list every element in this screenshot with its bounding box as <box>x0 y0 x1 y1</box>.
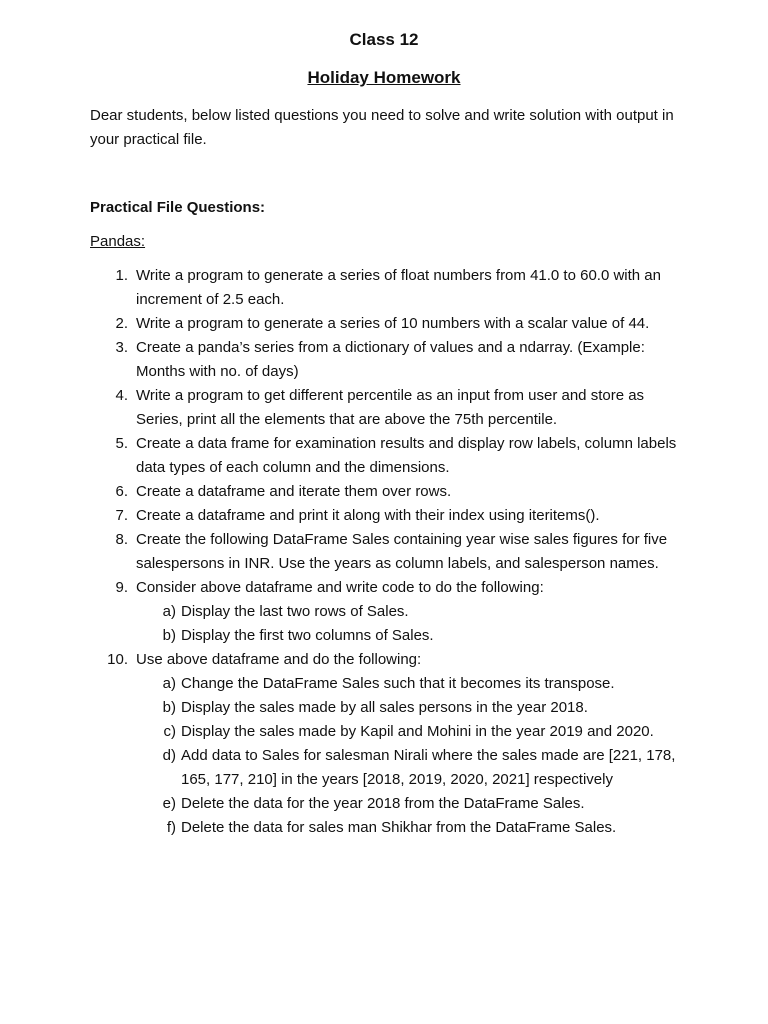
sub-question-item-number: c) <box>163 723 176 740</box>
question-item-number: 2. <box>115 315 128 332</box>
question-item-text: Create the following DataFrame Sales containing year wise sales figures for five salespersons in INR. Use the years as column labels, and salesperson names. <box>136 531 668 572</box>
question-item <box>0 384 768 432</box>
subtitle-text: Holiday Homework <box>307 68 461 87</box>
sub-question-item-text: Display the first two columns of Sales. <box>181 627 434 644</box>
question-item-number: 7. <box>115 507 128 524</box>
question-item-text: Create a dataframe and iterate them over rows. <box>136 483 452 500</box>
sub-question-item <box>0 696 768 720</box>
sub-question-item <box>0 720 768 744</box>
sub-question-item-number: e) <box>162 795 176 812</box>
sub-question-item-number: a) <box>162 675 176 692</box>
question-item-number: 1. <box>115 267 128 284</box>
question-item-number: 5. <box>115 435 128 452</box>
sub-question-item <box>0 744 768 792</box>
question-item-number: 8. <box>115 531 128 548</box>
question-item <box>0 480 768 504</box>
sub-question-item-text: Display the sales made by all sales persons in the year 2018. <box>181 699 588 716</box>
question-item <box>0 528 768 576</box>
intro-paragraph: Dear students, below listed questions you need to solve and write solution with output in your practical file. <box>90 107 674 148</box>
question-item-text: Create a panda’s series from a dictionary of values and a ndarray. (Example: Months with no. of days) <box>136 339 645 380</box>
sub-question-item-text: Add data to Sales for salesman Nirali where the sales made are [221, 178, 165, 177, 210] in the years [2018, 2019, 2020, 2021] respectively <box>181 747 676 788</box>
section-heading: Practical File Questions: <box>90 199 266 216</box>
sub-question-item-text: Delete the data for sales man Shikhar from the DataFrame Sales. <box>181 819 617 836</box>
sub-question-item <box>0 816 768 840</box>
question-item-text: Create a dataframe and print it along with their index using iteritems(). <box>136 507 600 524</box>
question-item-number: 3. <box>115 339 128 356</box>
sub-question-item-number: f) <box>166 819 176 836</box>
question-item <box>0 504 768 528</box>
question-item <box>0 336 768 384</box>
question-item-text: Create a data frame for examination results and display row labels, column labels data types of each column and the dimensions. <box>136 435 677 476</box>
sub-question-item-text: Display the last two rows of Sales. <box>181 603 409 620</box>
sub-question-item <box>0 600 768 624</box>
question-item-text: Write a program to get different percentile as an input from user and store as Series, print all the elements that are above the 75th percentile. <box>136 387 645 428</box>
question-item <box>0 312 768 336</box>
question-item <box>0 432 768 480</box>
sub-question-item-number: d) <box>162 747 176 764</box>
sub-question-item <box>0 792 768 816</box>
question-item-text: Use above dataframe and do the following: <box>136 651 422 668</box>
question-item-text: Write a program to generate a series of 10 numbers with a scalar value of 44. <box>136 315 650 332</box>
question-item <box>0 576 768 600</box>
question-item <box>0 648 768 672</box>
question-item-number: 9. <box>115 579 128 596</box>
subsection-heading: Pandas: <box>90 233 146 250</box>
page-subtitle <box>0 68 768 88</box>
sub-question-item-number: b) <box>162 627 176 644</box>
question-item-text: Write a program to generate a series of float numbers from 41.0 to 60.0 with an increment of 2.5 each. <box>136 267 661 308</box>
question-item-number: 4. <box>115 387 128 404</box>
question-item-text: Consider above dataframe and write code to do the following: <box>136 579 544 596</box>
question-item-number: 6. <box>115 483 128 500</box>
sub-question-item-number: a) <box>162 603 176 620</box>
question-list <box>0 264 768 840</box>
sub-question-item-number: b) <box>162 699 176 716</box>
page-title: Class 12 <box>349 30 419 49</box>
sub-question-item <box>0 672 768 696</box>
sub-question-item-text: Display the sales made by Kapil and Mohini in the year 2019 and 2020. <box>181 723 654 740</box>
question-item-number: 10. <box>107 651 128 668</box>
sub-question-item <box>0 624 768 648</box>
sub-question-item-text: Change the DataFrame Sales such that it becomes its transpose. <box>181 675 615 692</box>
question-item <box>0 264 768 312</box>
sub-question-item-text: Delete the data for the year 2018 from the DataFrame Sales. <box>181 795 585 812</box>
